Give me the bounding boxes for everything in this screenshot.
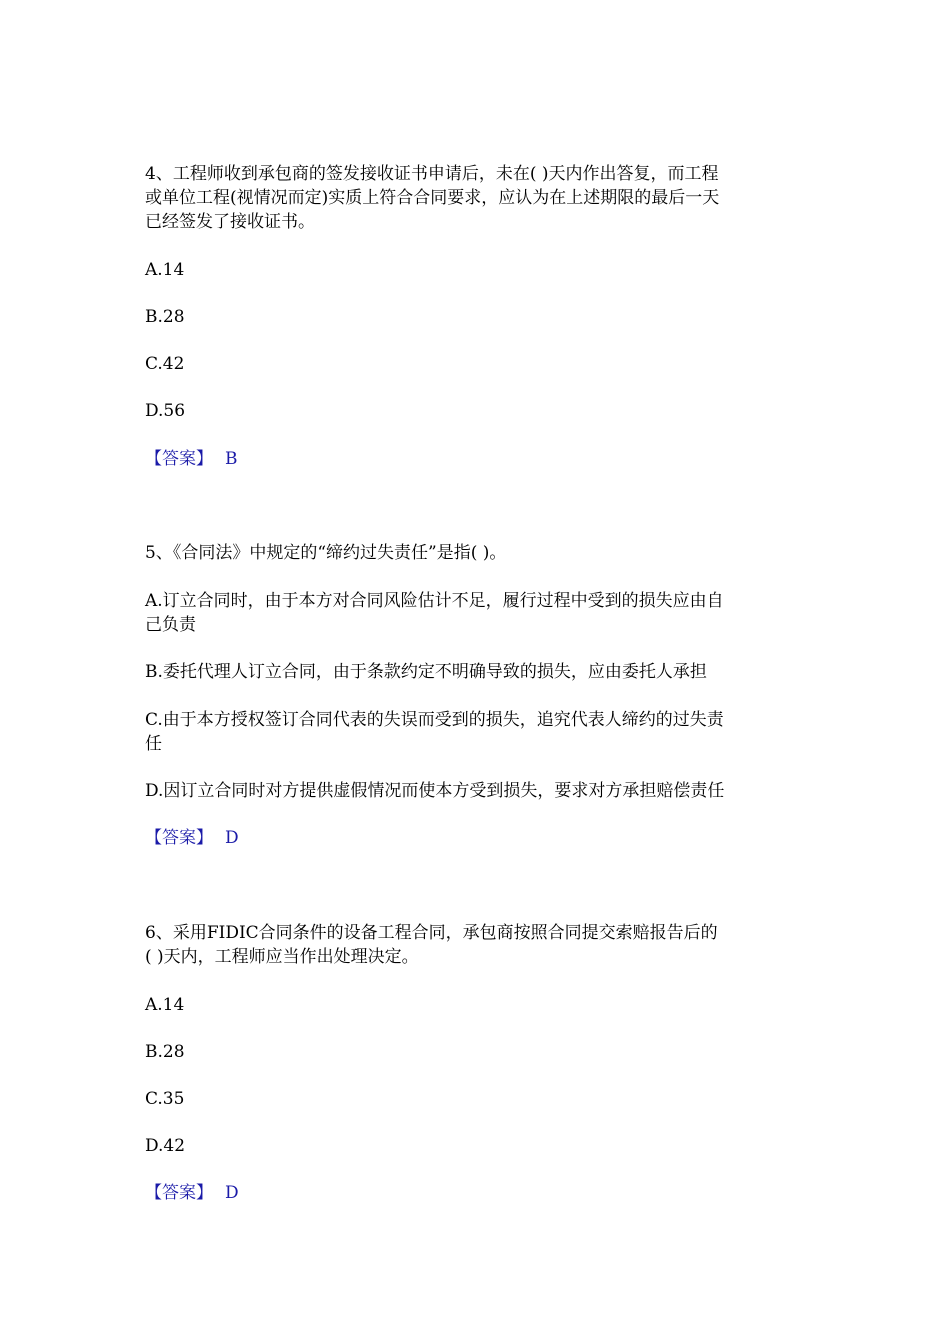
q6-answer-value: D — [225, 1183, 239, 1203]
q5-option-a-line-1: A.订立合同时，由于本方对合同风险估计不足，履行过程中受到的损失应由自 — [145, 591, 724, 611]
q4-stem-line-3: 已经签发了接收证书。 — [145, 212, 315, 232]
q6-option-a: A.14 — [145, 995, 185, 1015]
q6-stem-line-1: 6、采用FIDIC合同条件的设备工程合同，承包商按照合同提交索赔报告后的 — [145, 923, 718, 943]
q5-answer-value: D — [225, 828, 239, 848]
q5-option-a-line-2: 己负责 — [145, 615, 196, 635]
q6-option-d: D.42 — [145, 1136, 186, 1156]
q4-option-c: C.42 — [145, 354, 185, 374]
q4-answer-value: B — [225, 449, 238, 469]
q6-option-c: C.35 — [145, 1089, 185, 1109]
q4-answer-label: 【答案】 — [145, 449, 213, 469]
q5-option-c-line-2: 任 — [145, 734, 162, 754]
q6-answer — [145, 1181, 239, 1205]
q4-stem-line-2: 或单位工程(视情况而定)实质上符合合同要求，应认为在上述期限的最后一天 — [145, 188, 720, 208]
q6-option-b: B.28 — [145, 1042, 185, 1062]
q6-stem-line-2: ( )天内，工程师应当作出处理决定。 — [145, 947, 419, 967]
q5-answer — [145, 826, 239, 850]
q4-answer — [145, 447, 238, 471]
q4-option-b: B.28 — [145, 307, 185, 327]
q5-option-b: B.委托代理人订立合同，由于条款约定不明确导致的损失，应由委托人承担 — [145, 662, 707, 682]
q5-option-c-line-1: C.由于本方授权签订合同代表的失误而受到的损失，追究代表人缔约的过失责 — [145, 710, 724, 730]
q5-option-d: D.因订立合同时对方提供虚假情况而使本方受到损失，要求对方承担赔偿责任 — [145, 781, 725, 801]
q5-stem-line-1: 5、《合同法》中规定的“缔约过失责任”是指( )。 — [145, 543, 507, 563]
q6-answer-label: 【答案】 — [145, 1183, 213, 1203]
q4-stem-line-1: 4、工程师收到承包商的签发接收证书申请后，未在( )天内作出答复，而工程 — [145, 164, 719, 184]
q4-option-d: D.56 — [145, 401, 186, 421]
q5-answer-label: 【答案】 — [145, 828, 213, 848]
q4-option-a: A.14 — [145, 260, 185, 280]
